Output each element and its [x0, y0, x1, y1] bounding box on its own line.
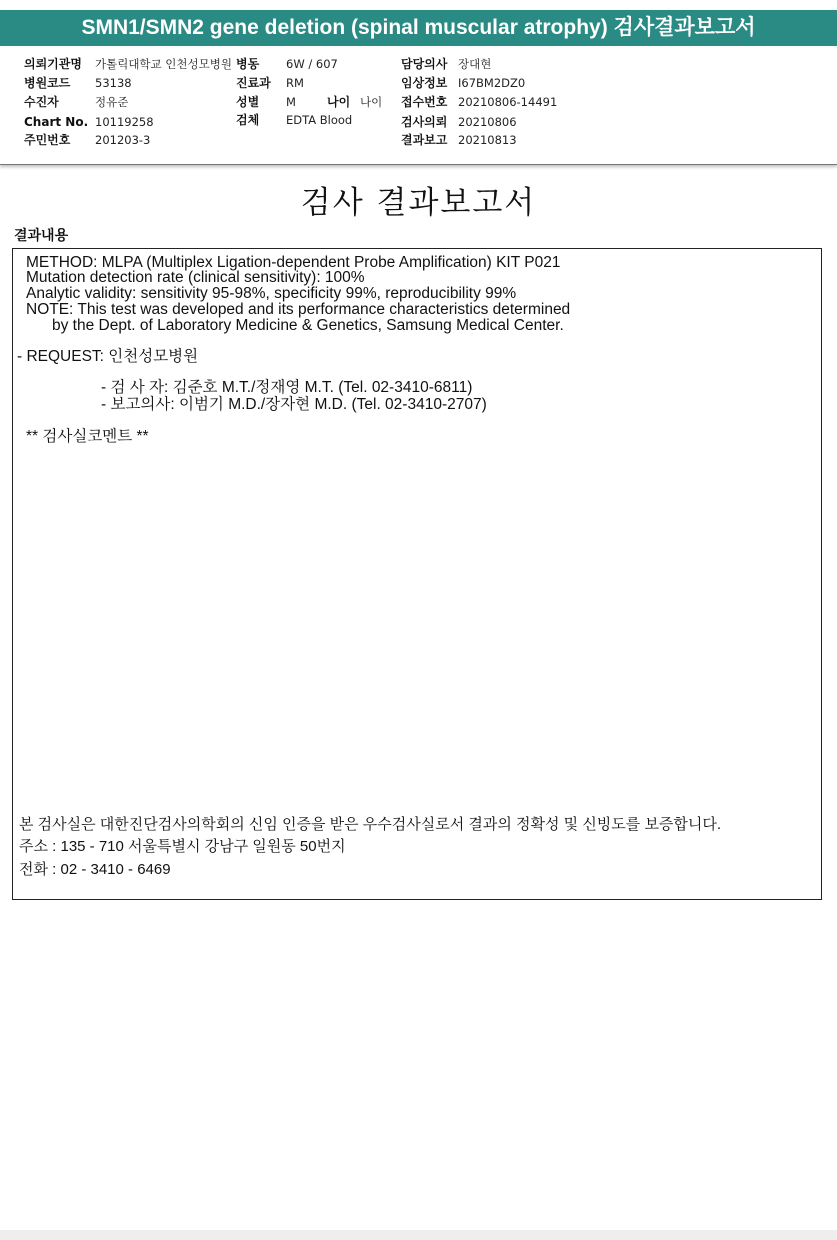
note-line-1: NOTE: This test was developed and its performance characteristics determined [26, 301, 571, 318]
receipt-value: 20210806-14491 [458, 95, 558, 109]
certification-text: 본 검사실은 대한진단검사의학회의 신임 인증을 받은 우수검사실로서 결과의 정확성 및 신빙도를 보증합니다. [19, 816, 722, 833]
patient-info-panel [0, 48, 837, 165]
ward-value: 6W / 607 [286, 57, 338, 71]
reporter-line: - 보고의사: 이범기 M.D./장자현 M.D. (Tel. 02-3410-2707) [101, 396, 487, 413]
request-line: - REQUEST: 인천성모병원 [17, 348, 199, 365]
clinical-info-label: 임상정보 [401, 76, 448, 90]
id-label: 주민번호 [24, 133, 71, 147]
report-date-value: 20210813 [458, 133, 517, 147]
patient-label: 수진자 [24, 95, 59, 109]
clinical-info-value: I67BM2DZ0 [458, 76, 526, 90]
specimen-label: 검체 [236, 113, 260, 127]
examiner-line: - 검 사 자: 김준호 M.T./정재영 M.T. (Tel. 02-3410-6811) [101, 379, 473, 396]
address-text: 주소 : 135 - 710 서울특별시 강남구 일원동 50번지 [19, 838, 346, 855]
sex-value: M [286, 95, 296, 109]
request-date-label: 검사의뢰 [401, 115, 448, 129]
report-title: 검사 결과보고서 [300, 185, 537, 221]
validity-line: Analytic validity: sensitivity 95-98%, specificity 99%, reproducibility 99% [26, 285, 517, 302]
id-value: 201203-3 [95, 133, 151, 147]
result-content-box [12, 248, 822, 900]
note-line-2: by the Dept. of Laboratory Medicine & Genetics, Samsung Medical Center. [52, 317, 564, 334]
doctor-label: 담당의사 [401, 57, 448, 71]
ward-label: 병동 [236, 57, 260, 71]
doctor-value: 장대현 [458, 57, 492, 71]
age-label: 나이 [327, 95, 351, 109]
institution-label: 의뢰기관명 [24, 57, 82, 71]
bottom-strip [0, 1230, 837, 1240]
dept-label: 진료과 [236, 76, 271, 90]
report-header-title: SMN1/SMN2 gene deletion (spinal muscular atrophy) 검사결과보고서 [0, 10, 837, 46]
chart-label: Chart No. [24, 115, 89, 129]
age-value: 나이 [360, 95, 383, 109]
result-section-label: 결과내용 [14, 228, 69, 244]
receipt-label: 접수번호 [401, 95, 448, 109]
lab-comment-heading: ** 검사실코멘트 ** [26, 428, 149, 445]
mutation-rate-line: Mutation detection rate (clinical sensitivity): 100% [26, 269, 365, 286]
chart-value: 10119258 [95, 115, 154, 129]
hospital-code-label: 병원코드 [24, 76, 71, 90]
patient-value: 정유준 [95, 95, 129, 109]
specimen-value: EDTA Blood [286, 113, 353, 127]
dept-value: RM [286, 76, 304, 90]
report-date-label: 결과보고 [401, 133, 448, 147]
institution-value: 가톨릭대학교 인천성모병원 [95, 57, 232, 71]
sex-label: 성별 [236, 95, 260, 109]
method-line: METHOD: MLPA (Multiplex Ligation-dependent Probe Amplification) KIT P021 [26, 254, 561, 271]
phone-text: 전화 : 02 - 3410 - 6469 [19, 861, 171, 878]
request-date-value: 20210806 [458, 115, 517, 129]
hospital-code-value: 53138 [95, 76, 132, 90]
